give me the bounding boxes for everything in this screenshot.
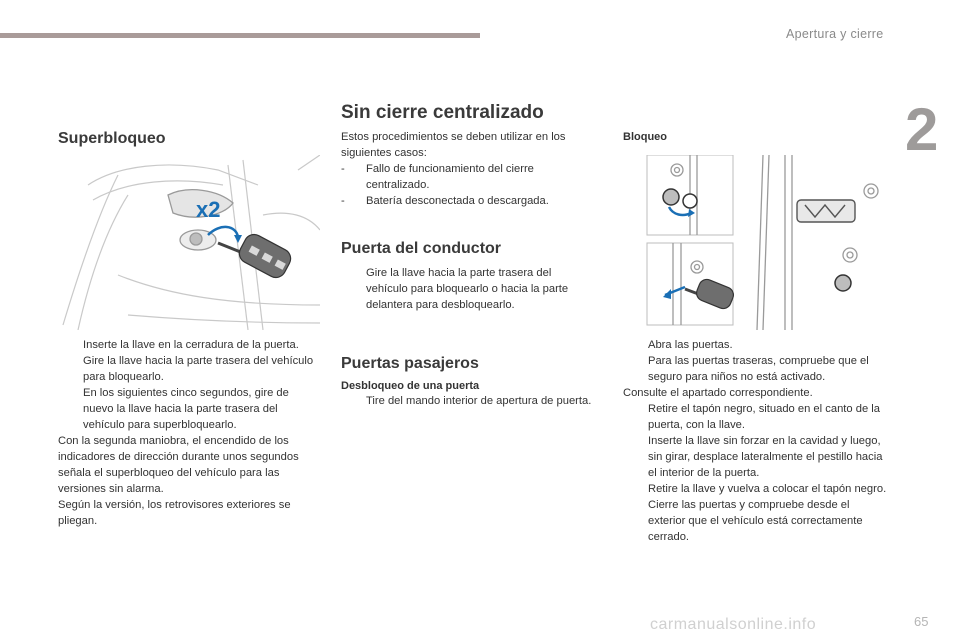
passenger-doors-title: Puertas pasajeros	[341, 355, 479, 372]
list-item-text: Tire del mando interior de apertura de puerta.	[366, 395, 592, 407]
list-item	[623, 497, 888, 545]
list-item	[58, 337, 320, 353]
sin-cierre-intro-block	[341, 129, 596, 209]
page-number: 65	[914, 614, 929, 629]
list-item	[623, 401, 888, 433]
list-item-text: Gire la llave hacia la parte trasera del vehículo para bloquearlo o hacia la parte delantera para desbloquearlo.	[366, 267, 569, 311]
list-item	[58, 353, 320, 385]
list-item	[623, 337, 888, 353]
list-item-text: Gire la llave hacia la parte trasera del vehículo para bloquearlo.	[83, 355, 314, 383]
superlock-steps	[58, 337, 320, 529]
list-item	[341, 161, 596, 193]
x2-label: x2	[196, 197, 221, 222]
passenger-doors-block	[341, 393, 596, 409]
list-item	[623, 353, 888, 385]
bloqueo-subhead: Bloqueo	[623, 131, 667, 143]
list-item-text: Batería desconectada o descargada.	[366, 195, 549, 207]
lock-steps	[623, 337, 888, 545]
driver-door-block	[341, 265, 596, 313]
mirrors-note: Según la versión, los retrovisores exteriores se pliegan.	[58, 499, 291, 527]
list-item	[623, 433, 888, 481]
list-item-text: Retire la llave y vuelva a colocar el tapón negro.	[648, 483, 887, 495]
list-item-text: En los siguientes cinco segundos, gire de nuevo la llave hacia la parte trasera del vehículo para superbloquearlo.	[83, 387, 289, 431]
list-item-text: Cierre las puertas y compruebe desde el exterior que el vehículo está correctamente cerrado.	[648, 499, 863, 543]
dash-marker: -	[341, 195, 345, 207]
list-item-text: Inserte la llave sin forzar en la cavidad y luego, sin girar, desplace lateralmente el pestillo hacia el interior de la puerta.	[648, 435, 883, 479]
superlock-note: Con la segunda maniobra, el encendido de los indicadores de dirección durante unos segundos señala el superbloqueo del vehículo para las versiones sin alarma.	[58, 435, 299, 495]
sin-cierre-intro: Estos procedimientos se deben utilizar en los siguientes casos:	[341, 131, 566, 159]
list-item-text: Retire el tapón negro, situado en el canto de la puerta, con la llave.	[648, 403, 880, 431]
list-item-text: Inserte la llave en la cerradura de la puerta.	[83, 339, 299, 351]
chapter-number: 2	[905, 96, 939, 163]
list-item	[341, 265, 596, 313]
superlock-illustration	[58, 155, 320, 335]
unlock-door-subhead: Desbloqueo de una puerta	[341, 380, 480, 392]
header-accent-bar	[0, 33, 480, 38]
list-item-text: Para las puertas traseras, compruebe que el seguro para niños no está activado.	[648, 355, 869, 383]
driver-door-title: Puerta del conductor	[341, 240, 502, 257]
list-item	[341, 393, 596, 409]
superbloqueo-title: Superbloqueo	[58, 130, 166, 147]
list-item-text: Abra las puertas.	[648, 339, 733, 351]
list-item	[341, 193, 596, 209]
list-item	[58, 385, 320, 433]
see-section-note: Consulte el apartado correspondiente.	[623, 387, 813, 399]
watermark-text: carmanualsonline.info	[650, 616, 817, 633]
list-item	[623, 481, 888, 497]
chapter-header-title: Apertura y cierre	[786, 27, 884, 41]
dash-marker: -	[341, 163, 345, 175]
door-lock-illustration	[645, 155, 885, 335]
sin-cierre-title: Sin cierre centralizado	[341, 102, 544, 123]
list-item-text: Fallo de funcionamiento del cierre centralizado.	[366, 163, 534, 191]
